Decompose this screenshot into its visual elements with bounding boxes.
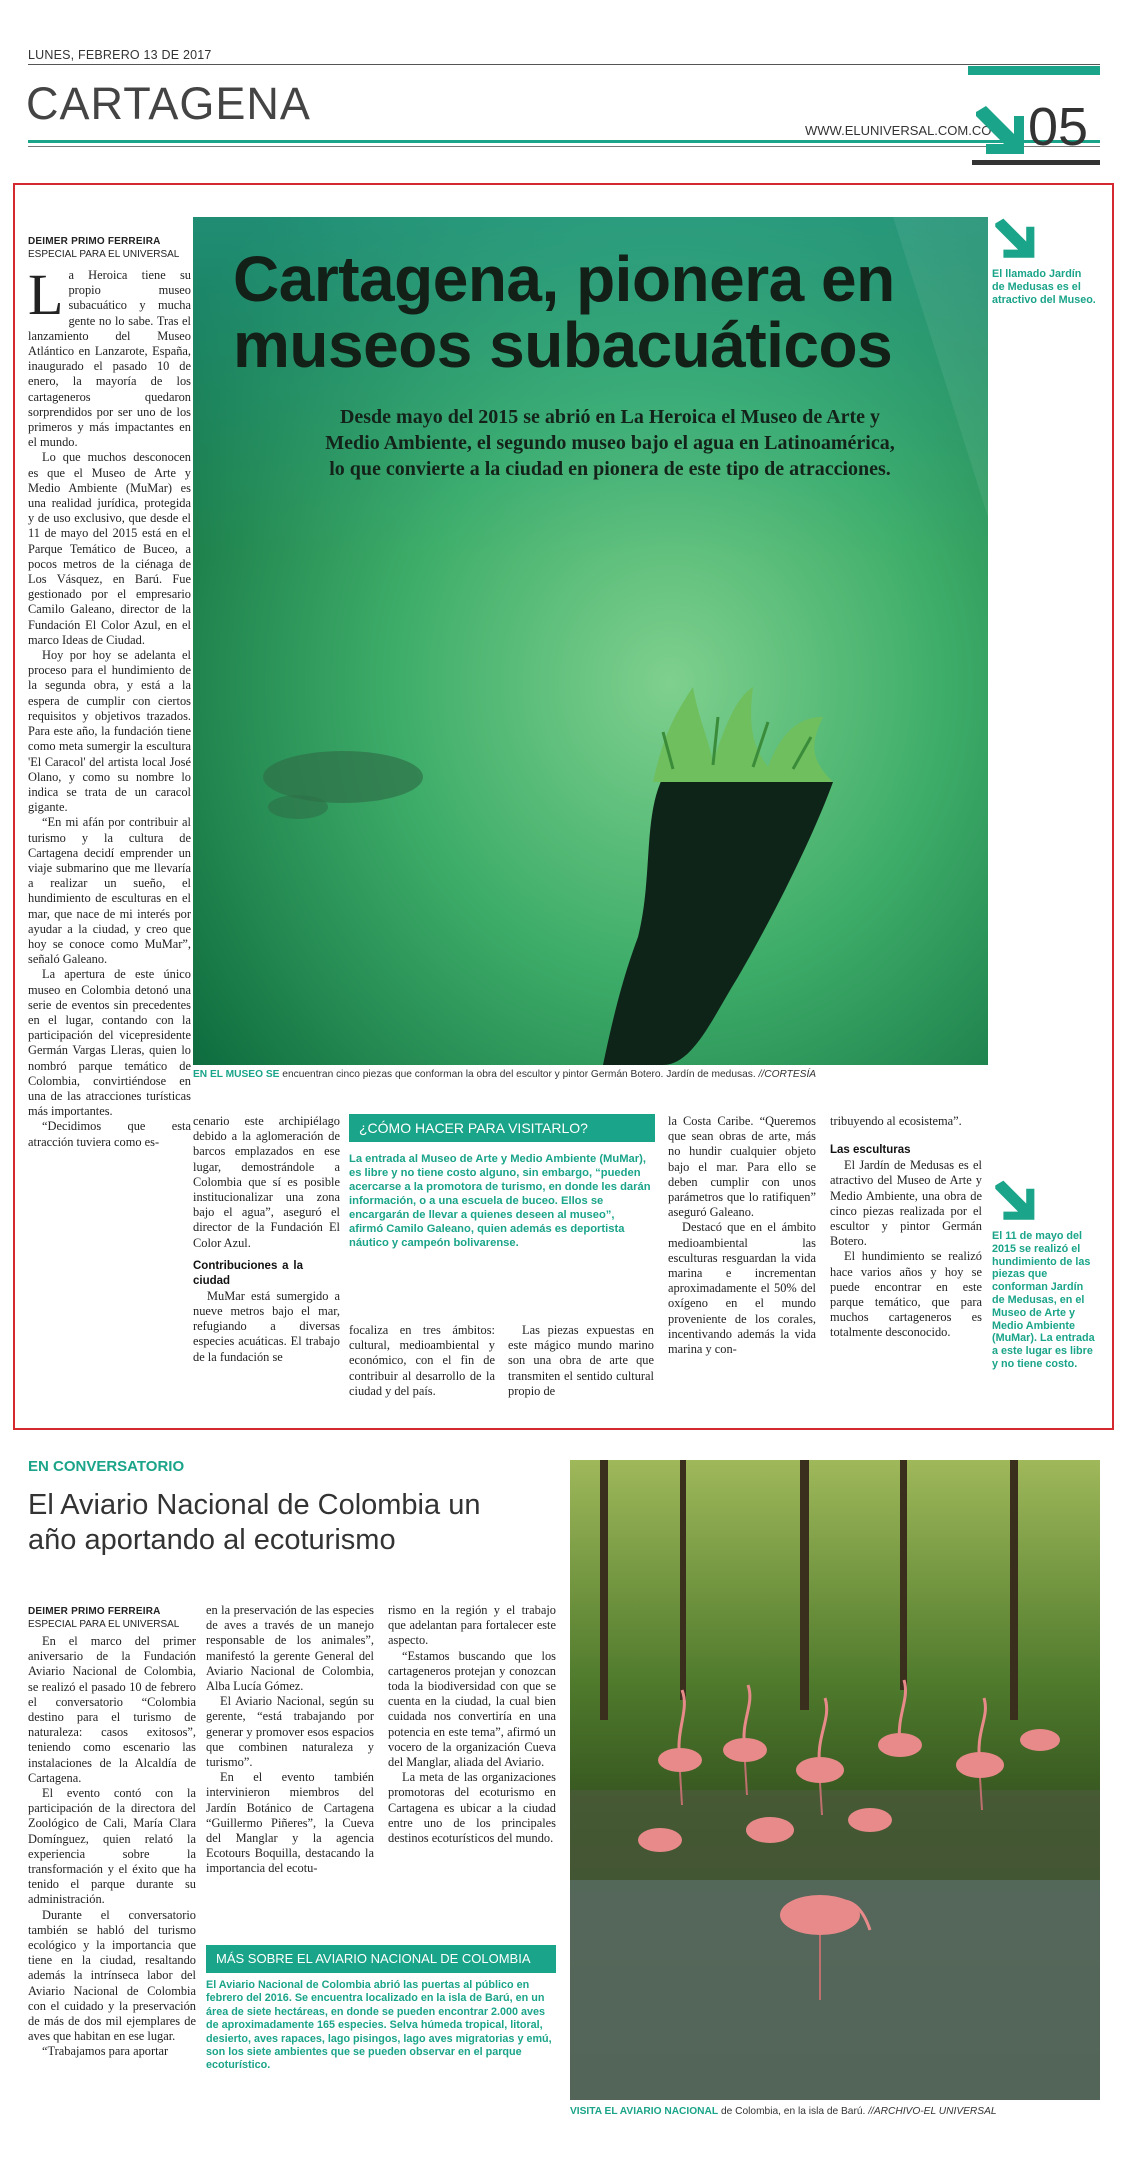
byline-role: ESPECIAL PARA EL UNIVERSAL <box>28 1619 180 1630</box>
paragraph: “Trabajamos para aportar <box>42 2044 169 2059</box>
paragraph: rismo en la región y el trabajo que adelantan para fortalecer este aspecto. <box>388 1603 556 1648</box>
paragraph: Las piezas expuestas en este mágico mundo marino son una obra de arte que transmiten el sentido cultural propio de <box>508 1323 654 1398</box>
paragraph: Hoy por hoy se adelanta el proceso para el hundimiento de la segunda obra, y está a la espera de cumplir con ciertos requisitos y objetivos trazados. Para este año, la fundación tiene como meta sumergir la escultura 'El Caracol' del artista local José Olano, y como su nombre lo indica se trata de un caracol gigante. <box>28 648 191 815</box>
page-date: LUNES, FEBRERO 13 DE 2017 <box>28 48 212 62</box>
paragraph: El evento contó con la participación de la directora del Zoológico de Cali, María Clara Domínguez, quien relató la experiencia sobre la transformación y el éxito que ha tenido el parque durante su administración. <box>28 1786 196 1907</box>
paragraph: La apertura de este único museo en Colombia detonó una serie de eventos sin precedentes en el lugar, contando con la participación del vicepresidente Germán Vargas Lleras, quien lo nombró parque temático de Colombia, convirtiéndose en una de las atracciones turísticas más importantes. <box>28 967 191 1119</box>
page-number: 05 <box>1028 97 1089 157</box>
paragraph: “Decidimos que esta atracción tuviera como es- <box>28 1119 191 1149</box>
arrow-down-right-icon <box>972 106 1026 156</box>
kicker: EN CONVERSATORIO <box>28 1458 185 1475</box>
paragraph: La Heroica tiene su propio museo subacuático y mucha gente no lo sabe. Tras el lanzamiento del Museo Atlántico en Lanzarote, España, inaugurado el pasado 10 de enero, la mayoría de los cartageneros quedaron sorprendidos por ser uno de los primeros y más impactantes en el mundo. <box>28 262 191 450</box>
info-box-title: MÁS SOBRE EL AVIARIO NACIONAL DE COLOMBIA <box>206 1945 556 1973</box>
article-column-5 <box>668 1114 816 1357</box>
article-column-4 <box>508 1323 654 1399</box>
info-box <box>206 1945 556 2095</box>
photo-credit: //ARCHIVO-EL UNIVERSAL <box>868 2106 997 2117</box>
headline: El Aviario Nacional de Colombia un año aportando al ecoturismo <box>28 1489 481 1556</box>
article-column-2 <box>193 1114 340 1365</box>
header-rule-top <box>28 64 1100 65</box>
paragraph: El Aviario Nacional, según su gerente, “está trabajando por generar y promover esos espacios que combinen naturaleza y turismo”. <box>206 1694 374 1770</box>
paragraph: Durante el conversatorio también se habló del turismo ecológico y la importancia que tiene en la ciudad, resaltando además la intrínseca labor del Aviario Nacional de Colombia con el cuidado y la preservación de más de dos mil ejemplares de aves que habitan en ese lugar. <box>28 1907 196 2044</box>
byline-name: DEIMER PRIMO FERREIRA <box>28 236 161 247</box>
subhead: Contribuciones a la ciudad <box>193 1259 303 1287</box>
info-box-text: El Aviario Nacional de Colombia abrió las puertas al público en febrero del 2016. Se encuentra localizado en la isla de Barú, en un área de siete hectáreas, en donde se pueden encontrar 2.000 aves de aproximadamente 165 especies. Selva húmeda tropical, litoral, desierto, aves rapaces, lago pisingos, lago aves migratorias y emú, son los siete ambientes que se pueden observar en el parque ecoturístico. <box>206 1979 552 2072</box>
side-note: El 11 de mayo del 2015 se realizó el hundimiento de las piezas que conforman Jardín de Medusas, en el Museo de Arte y Medio Ambiente (MuMar). La entrada a este lugar es libre y no tiene costo. <box>992 1230 1095 1370</box>
arrow-down-right-icon <box>992 218 1036 260</box>
paragraph: la Costa Caribe. “Queremos que sean obras de arte, más no hundir cualquier objeto bajo el mar. Para ello se deben cumplir con unos parámetros que lo ratifiquen” aseguró Galeano. <box>668 1114 816 1220</box>
header-rule-bottom <box>28 140 1100 143</box>
photo-caption: EN EL MUSEO SE encuentran cinco piezas que conforman la obra del escultor y pintor Germán Botero. Jardín de medusas. //CORTESÍA <box>193 1069 817 1080</box>
header-rule-thin <box>28 146 1100 147</box>
flamingo-photo <box>570 1460 1100 2100</box>
paragraph: “Estamos buscando que los cartageneros protejan y conozcan toda la biodiversidad con que se cuenta en la ciudad, la cual bien cuidada nos convertiría en una potencia en este tema”, afirmó un vocero de la organización Cueva del Manglar, aliada del Aviario. <box>388 1648 556 1770</box>
photo-credit: //CORTESÍA <box>758 1069 817 1080</box>
paragraph: Destacó que en el ámbito medioambiental las esculturas resguardan la vida marina e incrementan aproximadamente el 50% del oxígeno en el mundo proveniente de los corales, incentivando además la vida marina y con- <box>668 1220 816 1357</box>
photo-caption: VISITA EL AVIARIO NACIONAL de Colombia, en la isla de Barú. //ARCHIVO-EL UNIVERSAL <box>570 2106 997 2117</box>
subhead: Las esculturas <box>830 1144 911 1157</box>
article-column-2 <box>206 1603 374 1877</box>
info-box-title: ¿CÓMO HACER PARA VISITARLO? <box>349 1114 655 1142</box>
headline <box>233 243 973 381</box>
article-column-1 <box>28 1634 196 2060</box>
paragraph: El hundimiento se realizó hace varios años y hoy se puede encontrar en este parque temático, que para muchos cartageneros es totalmente desconocido. <box>830 1249 982 1340</box>
paragraph: En el marco del primer aniversario de la Fundación Aviario Nacional de Colombia, se realizó el pasado 10 de febrero el conversatorio “Colombia destino para el turismo de naturaleza: casos exitosos”, teniendo como escenario las instalaciones de la Alcaldía de Cartagena. <box>28 1634 196 1785</box>
arrow-down-right-icon <box>992 1180 1036 1222</box>
drop-cap: L <box>28 262 64 327</box>
paragraph: en la preservación de las especies de aves a través de un manejo responsable de los animales”, manifestó la gerente General del Aviario Nacional de Colombia, Alba Lucía Gómez. <box>206 1603 374 1694</box>
byline <box>28 1605 198 1631</box>
deck: Desde mayo del 2015 se abrió en La Heroica el Museo de Arte y Medio Ambiente, el segundo museo bajo el agua en Latinoamérica, lo que convierte a la ciudad en pionera de este tipo de atracciones. <box>325 406 895 480</box>
paragraph: El Jardín de Medusas es el atractivo del Museo de Arte y Medio Ambiente, una obra de cinco piezas realizada por el escultor y pintor Germán Botero. <box>830 1158 982 1249</box>
paragraph: “En mi afán por contribuir al turismo y la cultura de Cartagena decidí emprender un viaje submarino que me llevaría a realizar un sueño, el hundimiento de esculturas en el mar, que nace de mi interés por ayudar a la ciudad, y creo que hoy se conoce como MuMar”, señaló Galeano. <box>28 815 191 967</box>
website-label: WWW.ELUNIVERSAL.COM.CO <box>805 123 992 138</box>
side-note: El llamado Jardín de Medusas es el atractivo del Museo. <box>992 268 1096 306</box>
byline-role: ESPECIAL PARA EL UNIVERSAL <box>28 249 180 260</box>
headline-line: Cartagena, pionera en <box>233 243 895 315</box>
info-box-text: La entrada al Museo de Arte y Medio Ambiente (MuMar), es libre y no tiene costo alguno, sin embargo, “pueden acercarse a la promotora de turismo, en donde les darán información, o a una escuela de buceo. Ellos se encargarán de llevar a quienes deseen al museo”, afirmó Camilo Galeano, quien además es deportista náutico y campeón bolivarense. <box>349 1153 651 1249</box>
article-column-6 <box>830 1114 982 1341</box>
info-box <box>349 1114 655 1316</box>
header-accent-bar <box>968 66 1100 75</box>
page-number-underline <box>972 160 1100 165</box>
paragraph: MuMar está sumergido a nueve metros bajo el mar, refugiando a diversas especies acuáticas. El trabajo de la fundación se <box>193 1288 340 1364</box>
article-column-3 <box>349 1323 495 1399</box>
section-title: CARTAGENA <box>26 78 311 129</box>
article-column-1 <box>28 262 191 1150</box>
article-column-3 <box>388 1603 556 1846</box>
paragraph: En el evento también intervinieron miembros del Jardín Botánico de Cartagena “Guillermo Piñeres”, la Cueva del Manglar y la agencia Ecotours Boquilla, destacando la importancia del ecotu- <box>206 1770 374 1876</box>
paragraph: focaliza en tres ámbitos: cultural, medioambiental y económico, con el fin de contribuir al desarrollo de la ciudad y del país. <box>349 1323 495 1398</box>
paragraph: tribuyendo al ecosistema”. <box>830 1114 962 1128</box>
byline <box>28 235 193 261</box>
paragraph: La meta de las organizaciones promotoras del ecoturismo en Cartagena es ubicar a la ciudad entre uno de los principales destinos ecoturísticos del mundo. <box>388 1770 556 1846</box>
paragraph: cenario este archipiélago debido a la aglomeración de barcos emplazados en ese lugar, demostrándole a Colombia que sí es posible institucionalizar una zona bajo el agua”, aseguró el director de la Fundación El Color Azul. <box>193 1114 340 1250</box>
paragraph: Lo que muchos desconocen es que el Museo de Arte y Medio Ambiente (MuMar) es una realidad jurídica, protegida y de uso exclusivo, que desde el 11 de mayo del 2015 está en el Parque Temático de Buceo, a pocos metros de la ciénaga de Los Vásquez, en Barú. Fue gestionado por el empresario Camilo Galeano, director de la Fundación El Color Azul, en el marco Ideas de Ciudad. <box>28 450 191 647</box>
byline-name: DEIMER PRIMO FERREIRA <box>28 1606 161 1617</box>
headline-line: museos subacuáticos <box>233 309 893 381</box>
